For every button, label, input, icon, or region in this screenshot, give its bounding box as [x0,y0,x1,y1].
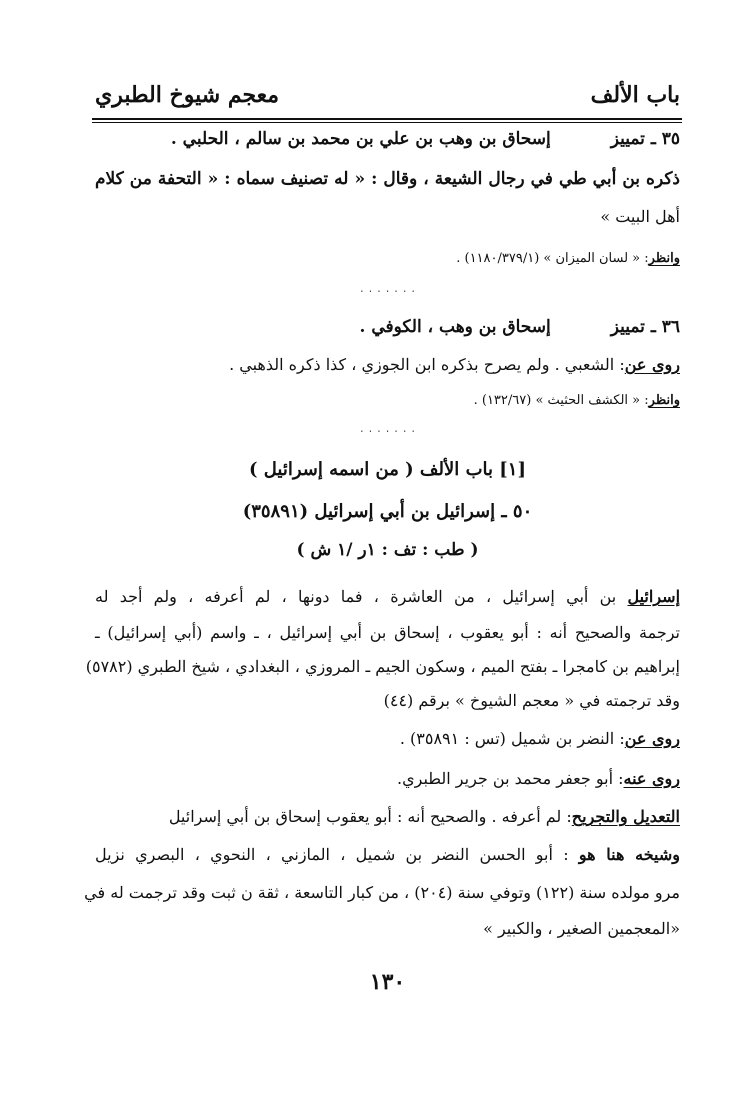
entry-36-heading [359,316,680,338]
entry-50-line-2: ترجمة والصحيح أنه : أبو يعقوب ، إسحاق بن أبي إسرائيل ، ـ واسم (أبي إسرائيل) ـ [95,623,680,642]
entry-50-grading [169,806,680,828]
see-label: وانظر [648,393,680,408]
see-label: وانظر [648,251,680,266]
entry-50-line-1 [95,586,680,608]
entry-50-narrated-from [400,728,680,750]
header-rule [92,118,682,120]
entry-50-code: ( طب : تف : ١ر /١ ش ) [296,540,479,560]
entry-35-see [456,246,680,270]
entry-35-number: ٣٥ ـ تمييز [610,129,680,149]
narrated-by-label: روى عنه [623,769,680,788]
entry-50-sheikh [95,844,680,866]
entry-50-line-9: مرو مولده سنة (١٢٢) وتوفي سنة (٢٠٤) ، من كبار التاسعة ، ثقة ن ثبت وقد ترجمت له في [84,883,680,902]
narrated-label: روى عن [624,355,680,374]
entry-50-narrated-by [397,768,680,790]
entry-35-line-2: أهل البيت » [600,207,680,226]
separator-2: ٠ ٠ ٠ ٠ ٠ ٠ ٠ [359,426,416,437]
entry-35-heading [171,128,680,150]
entry-50-title: ٥٠ ـ إسرائيل بن أبي إسرائيل (٣٥٨٩١) [242,501,533,522]
intro-label: إسرائيل [627,587,681,606]
chapter-title: باب الألف [590,82,680,108]
entry-50-line-4: وقد ترجمته في « معجم الشيوخ » برقم (٤٤) [383,691,680,710]
narrated-by-text: : أبو جعفر محمد بن جرير الطبري. [397,769,624,788]
narrated-text: : الشعبي . ولم يصرح بذكره ابن الجوزي ، كذا ذكره الذهبي . [229,355,625,374]
page-number: ١٣٠ [369,969,406,995]
entry-50-line-3: إبراهيم بن كامجرا ـ بفتح الميم ، وسكون الجيم ـ المروزي ، البغدادي ، شيخ الطبري (٥٧٨٢) [85,657,680,676]
see-text: : « الكشف الحثيث » (١٣٢/٦٧) . [473,393,649,408]
entry-36-see [474,388,680,412]
entry-50-line-10: «المعجمين الصغير ، والكبير » [483,919,680,938]
narrated-from-text: : النضر بن شميل (تس : ٣٥٨٩١) . [399,729,625,748]
page-header [95,82,680,116]
entry-36-name: إسحاق بن وهب ، الكوفي . [359,317,551,337]
header-rule-thin [92,122,682,123]
grading-text: : لم أعرفه . والصحيح أنه : أبو يعقوب إسحاق بن أبي إسرائيل [168,807,572,826]
sheikh-label: وشيخه هنا هو [578,845,681,864]
book-title: معجم شيوخ الطبري [95,82,280,108]
entry-35-name: إسحاق بن وهب بن علي بن محمد بن سالم ، الحلبي . [170,129,551,149]
entry-36-number: ٣٦ ـ تمييز [610,317,680,337]
grading-label: التعديل والتجريح [571,807,680,826]
sheikh-text: : أبو الحسن النضر بن شميل ، المازني ، النحوي ، البصري نزيل [95,845,569,864]
entry-36-narrated [229,354,680,376]
section-heading: [١] باب الألف ( من اسمه إسرائيل ) [248,459,526,480]
intro-rest: بن أبي إسرائيل ، من العاشرة ، فما دونها ، لم أعرفه ، ولم أجد له [95,587,617,606]
narrated-from-label: روى عن [624,729,680,748]
separator-1: ٠ ٠ ٠ ٠ ٠ ٠ ٠ [359,286,416,297]
see-text: : « لسان الميزان » (١١٨٠/٣٧٩/١) . [456,251,649,266]
entry-35-line-1: ذكره بن أبي طي في رجال الشيعة ، وقال : « له تصنيف سماه : « التحفة من كلام [95,169,680,189]
